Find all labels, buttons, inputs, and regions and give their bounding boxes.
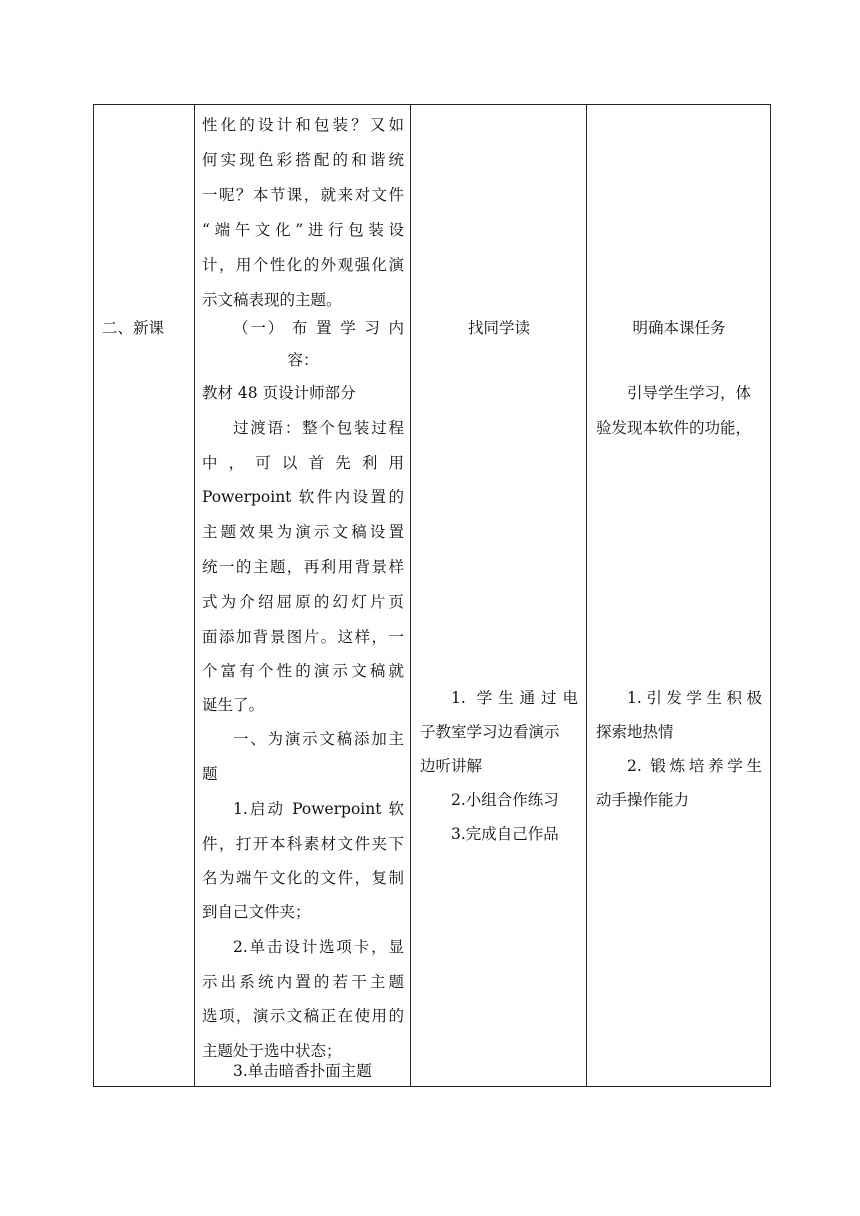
intent-line: 探索地热情 [596,723,674,741]
intent-line: 动手操作能力 [596,791,690,809]
content-line: Powerpoint 软件内设置的 [202,488,404,506]
content-line: 主题处于选中状态； [202,1042,342,1060]
content-line: 示出系统内置的若干主题 [202,973,404,991]
content-line: 选项，演示文稿正在使用的 [202,1007,404,1025]
content-line: 题 [202,765,218,783]
content-line: 1.启动 Powerpoint 软 [233,800,404,818]
section-cell [94,105,195,1087]
design-intent-cell [587,105,771,1087]
activity-line: 1. 学生通过电 [451,689,578,707]
content-line: 中 ， 可 以 首 先 利 用 [202,454,404,472]
content-line: 件，打开本科素材文件夹下 [202,835,404,853]
student-activity-cell [411,105,587,1087]
intent-line: 明确本课任务 [632,319,726,337]
content-line: 计，用个性化的外观强化演 [202,256,404,274]
content-line: （一） 布 置 学 习 内 [233,319,404,337]
content-line: 2.单击设计选项卡，显 [233,938,404,956]
section-label: 二、新课 [102,319,165,337]
content-line: 诞生了。 [202,696,265,714]
content-line: 主题效果为演示文稿设置 [202,523,404,541]
content-line: 何实现色彩搭配的和谐统 [202,151,404,169]
content-line: 式为介绍屈原的幻灯片页 [202,593,404,611]
intent-line: 1.引发学生积极 [627,689,762,707]
activity-line: 边听讲解 [420,757,483,775]
intent-line: 2. 锻炼培养学生 [627,757,762,775]
activity-line: 2.小组合作练习 [451,791,559,809]
content-line: 教材 48 页设计师部分 [202,384,356,402]
content-line: 性化的设计和包装？又如 [202,116,404,134]
table-row [94,105,771,1087]
content-line: 过渡语：整个包装过程 [233,419,404,437]
content-line: 3.单击暗香扑面主题 [233,1062,372,1080]
teaching-content-cell [195,105,411,1087]
content-line: 统一的主题，再利用背景样 [202,558,404,576]
activity-line: 找同学读 [467,319,530,337]
activity-line: 3.完成自己作品 [451,825,559,843]
content-line: 一、为演示文稿添加主 [233,730,404,748]
content-line: 到自己文件夹； [202,903,311,921]
content-line: 示文稿表现的主题。 [202,291,342,309]
activity-line: 子教室学习边看演示 [420,723,560,741]
content-line: 名为端午文化的文件，复制 [202,869,404,887]
content-line: 个富有个性的演示文稿就 [202,662,404,680]
content-line: 面添加背景图片。这样，一 [202,628,404,646]
intent-line: 验发现本软件的功能， [596,419,752,437]
content-line: 一呢？本节课，就来对文件 [202,186,404,204]
intent-line: 引导学生学习，体 [627,384,752,402]
content-line: 容： [287,351,319,369]
lesson-plan-table [93,104,771,1087]
content-line: “端午文化”进行包装设 [202,221,404,239]
